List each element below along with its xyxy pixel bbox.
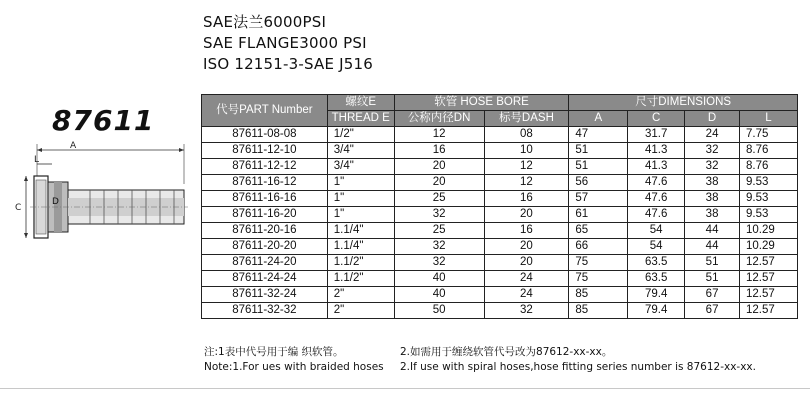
- table-row: [202, 159, 798, 175]
- cell-l: 12.57: [740, 271, 798, 287]
- col-thread-header-en: THREAD E: [327, 111, 394, 127]
- cell-c: 63.5: [628, 271, 685, 287]
- cell-c: 54: [628, 239, 685, 255]
- cell-dn: 32: [394, 239, 484, 255]
- note-2-cn: 2.如需用于缠绕软管代号改为87612-xx-xx。: [400, 346, 613, 358]
- cell-c: 79.4: [628, 287, 685, 303]
- table-row: [202, 223, 798, 239]
- cell-a: 85: [569, 287, 628, 303]
- cell-a: 47: [569, 127, 628, 143]
- cell-part-number: 87611-08-08: [202, 127, 328, 143]
- col-l-header: L: [740, 111, 798, 127]
- dim-c-label: C: [15, 203, 22, 213]
- fitting-drawing: [12, 138, 192, 258]
- cell-thread: 1.1/4": [327, 239, 394, 255]
- dim-a-label: A: [70, 141, 77, 151]
- cell-dash: 32: [484, 303, 569, 319]
- cell-thread: 1.1/2": [327, 271, 394, 287]
- cell-d: 38: [685, 191, 740, 207]
- col-dimensions-header: 尺寸DIMENSIONS: [569, 95, 798, 111]
- cell-l: 10.29: [740, 223, 798, 239]
- cell-l: 12.57: [740, 287, 798, 303]
- table-row: [202, 255, 798, 271]
- cell-c: 31.7: [628, 127, 685, 143]
- cell-l: 8.76: [740, 159, 798, 175]
- cell-dash: 20: [484, 239, 569, 255]
- cell-c: 47.6: [628, 191, 685, 207]
- cell-d: 44: [685, 223, 740, 239]
- bottom-divider: [0, 388, 810, 389]
- cell-a: 75: [569, 255, 628, 271]
- cell-dn: 20: [394, 159, 484, 175]
- cell-c: 47.6: [628, 175, 685, 191]
- cell-d: 51: [685, 255, 740, 271]
- note-1-en: Note:1.For ues with braided hoses: [204, 361, 384, 373]
- cell-a: 65: [569, 223, 628, 239]
- spec-header: [203, 12, 373, 75]
- cell-d: 67: [685, 287, 740, 303]
- cell-dn: 12: [394, 127, 484, 143]
- header-line-3: ISO 12151-3-SAE J516: [203, 55, 373, 73]
- cell-dash: 08: [484, 127, 569, 143]
- cell-part-number: 87611-16-20: [202, 207, 328, 223]
- cell-dash: 12: [484, 175, 569, 191]
- header-line-1: SAE法兰6000PSI: [203, 13, 327, 31]
- cell-c: 79.4: [628, 303, 685, 319]
- header-line-2: SAE FLANGE3000 PSI: [203, 34, 367, 52]
- table-row: [202, 207, 798, 223]
- cell-d: 51: [685, 271, 740, 287]
- cell-l: 7.75: [740, 127, 798, 143]
- cell-dash: 24: [484, 287, 569, 303]
- notes-left: [204, 345, 384, 375]
- cell-thread: 1": [327, 191, 394, 207]
- cell-a: 75: [569, 271, 628, 287]
- cell-dn: 40: [394, 287, 484, 303]
- cell-part-number: 87611-32-24: [202, 287, 328, 303]
- col-c-header: C: [628, 111, 685, 127]
- col-d-header: D: [685, 111, 740, 127]
- dim-d-label: D: [52, 197, 59, 207]
- model-number: 87611: [52, 104, 155, 137]
- cell-part-number: 87611-24-24: [202, 271, 328, 287]
- cell-l: 9.53: [740, 175, 798, 191]
- cell-d: 32: [685, 159, 740, 175]
- cell-a: 57: [569, 191, 628, 207]
- cell-dn: 16: [394, 143, 484, 159]
- col-hose-bore-header: 软管 HOSE BORE: [394, 95, 569, 111]
- cell-part-number: 87611-12-10: [202, 143, 328, 159]
- cell-thread: 1": [327, 207, 394, 223]
- table-row: [202, 239, 798, 255]
- cell-dn: 50: [394, 303, 484, 319]
- cell-dash: 10: [484, 143, 569, 159]
- dim-l-label: L: [34, 155, 40, 165]
- cell-a: 51: [569, 159, 628, 175]
- col-thread-header-cn: 螺纹E: [327, 95, 394, 111]
- cell-a: 56: [569, 175, 628, 191]
- cell-thread: 3/4": [327, 159, 394, 175]
- cell-a: 51: [569, 143, 628, 159]
- cell-dn: 25: [394, 223, 484, 239]
- table-row: [202, 287, 798, 303]
- cell-l: 8.76: [740, 143, 798, 159]
- table-header-row-1: [202, 95, 798, 111]
- col-dn-header: 公称内径DN: [394, 111, 484, 127]
- table-row: [202, 271, 798, 287]
- cell-dash: 16: [484, 191, 569, 207]
- cell-dn: 32: [394, 207, 484, 223]
- cell-dn: 25: [394, 191, 484, 207]
- cell-d: 38: [685, 207, 740, 223]
- cell-thread: 2": [327, 287, 394, 303]
- cell-dn: 20: [394, 175, 484, 191]
- spec-table: [201, 94, 798, 319]
- cell-l: 12.57: [740, 303, 798, 319]
- cell-part-number: 87611-16-12: [202, 175, 328, 191]
- cell-part-number: 87611-24-20: [202, 255, 328, 271]
- table-row: [202, 191, 798, 207]
- cell-dash: 12: [484, 159, 569, 175]
- cell-thread: 1": [327, 175, 394, 191]
- cell-d: 38: [685, 175, 740, 191]
- cell-c: 41.3: [628, 143, 685, 159]
- cell-l: 10.29: [740, 239, 798, 255]
- cell-part-number: 87611-12-12: [202, 159, 328, 175]
- cell-l: 9.53: [740, 207, 798, 223]
- cell-part-number: 87611-20-16: [202, 223, 328, 239]
- cell-d: 24: [685, 127, 740, 143]
- cell-dash: 24: [484, 271, 569, 287]
- cell-dash: 16: [484, 223, 569, 239]
- cell-part-number: 87611-16-16: [202, 191, 328, 207]
- cell-thread: 1/2": [327, 127, 394, 143]
- cell-c: 54: [628, 223, 685, 239]
- cell-dash: 20: [484, 255, 569, 271]
- cell-thread: 1.1/4": [327, 223, 394, 239]
- cell-a: 61: [569, 207, 628, 223]
- cell-c: 41.3: [628, 159, 685, 175]
- cell-dash: 20: [484, 207, 569, 223]
- col-dash-header: 标号DASH: [484, 111, 569, 127]
- table-row: [202, 303, 798, 319]
- table-row: [202, 127, 798, 143]
- table-row: [202, 175, 798, 191]
- note-2-en: 2.If use with spiral hoses,hose fitting series number is 87612-xx-xx.: [400, 361, 756, 373]
- cell-dn: 40: [394, 271, 484, 287]
- col-a-header: A: [569, 111, 628, 127]
- cell-a: 66: [569, 239, 628, 255]
- cell-thread: 2": [327, 303, 394, 319]
- cell-c: 63.5: [628, 255, 685, 271]
- notes-right: [400, 345, 756, 375]
- cell-d: 67: [685, 303, 740, 319]
- cell-thread: 3/4": [327, 143, 394, 159]
- cell-l: 9.53: [740, 191, 798, 207]
- cell-d: 44: [685, 239, 740, 255]
- note-1-cn: 注:1表中代号用于编 织软管。: [204, 346, 344, 358]
- cell-l: 12.57: [740, 255, 798, 271]
- cell-part-number: 87611-20-20: [202, 239, 328, 255]
- col-part-number-header: 代号PART Number: [202, 95, 328, 127]
- cell-d: 32: [685, 143, 740, 159]
- cell-c: 47.6: [628, 207, 685, 223]
- cell-thread: 1.1/2": [327, 255, 394, 271]
- cell-part-number: 87611-32-32: [202, 303, 328, 319]
- cell-dn: 32: [394, 255, 484, 271]
- cell-a: 85: [569, 303, 628, 319]
- table-row: [202, 143, 798, 159]
